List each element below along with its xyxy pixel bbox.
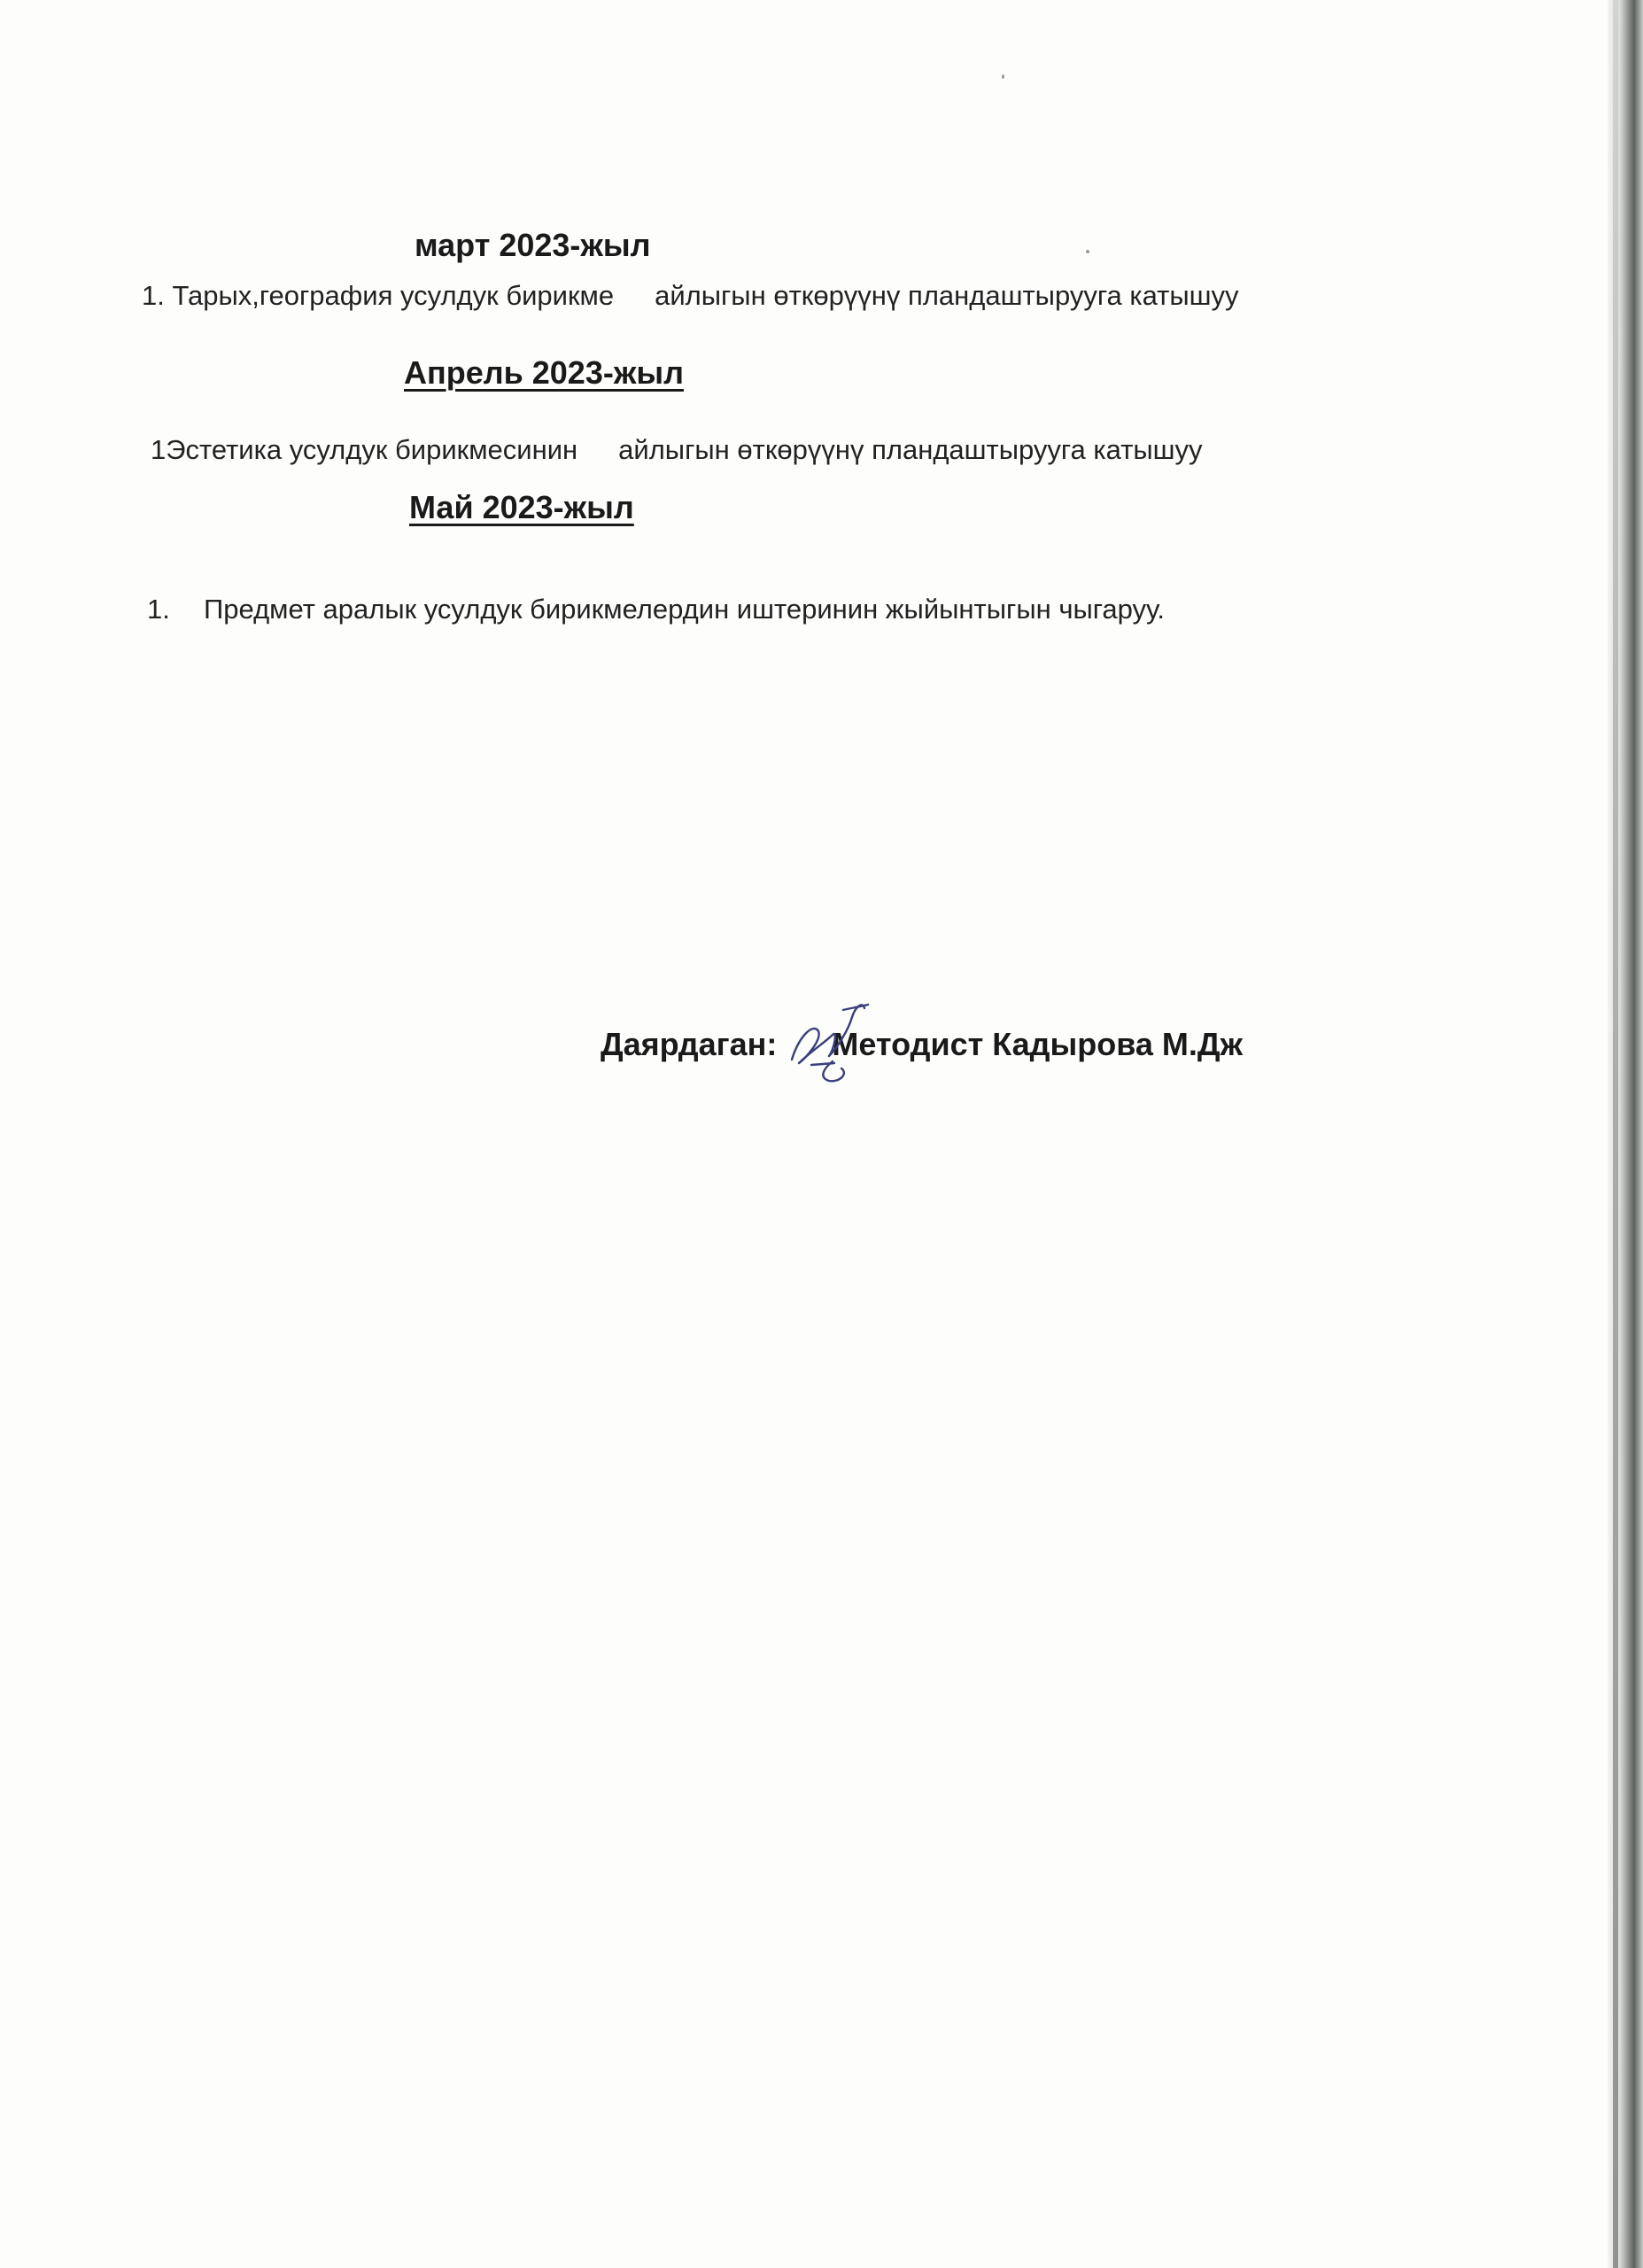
scan-speck: [1086, 250, 1089, 253]
section-item-april: [151, 434, 1203, 466]
section-heading-may: Май 2023-жыл: [409, 489, 634, 525]
item-text-part1: 1. Тарых,география усулдук бирикме: [142, 280, 615, 311]
item-text-part2: айлыгын өткөрүүнү пландаштырууга катышуу: [618, 434, 1203, 465]
author-name: Методист Кадырова М.Дж: [832, 1026, 1244, 1062]
item-text-part2: айлыгын өткөрүүнү пландаштырууга катышуу: [655, 280, 1239, 311]
section-item-may: [147, 594, 1165, 625]
prepared-label: Даярдаган:: [601, 1026, 778, 1062]
scan-speck: [1002, 74, 1004, 79]
prepared-by-line: [601, 1026, 1243, 1063]
item-text-part1: 1Эстетика усулдук бирикмесинин: [151, 434, 578, 465]
section-heading-march: март 2023-жыл: [415, 227, 651, 263]
section-heading-april: Апрель 2023-жыл: [404, 354, 684, 391]
handwritten-signature: [779, 990, 877, 1088]
item-text: Предмет аралык усулдук бирикмелердин иштеринин жыйынтыгын чыгаруу.: [204, 594, 1166, 625]
scan-shadow-line: [1613, 0, 1618, 2268]
item-number: 1.: [147, 594, 170, 625]
section-item-march: [142, 280, 1238, 312]
